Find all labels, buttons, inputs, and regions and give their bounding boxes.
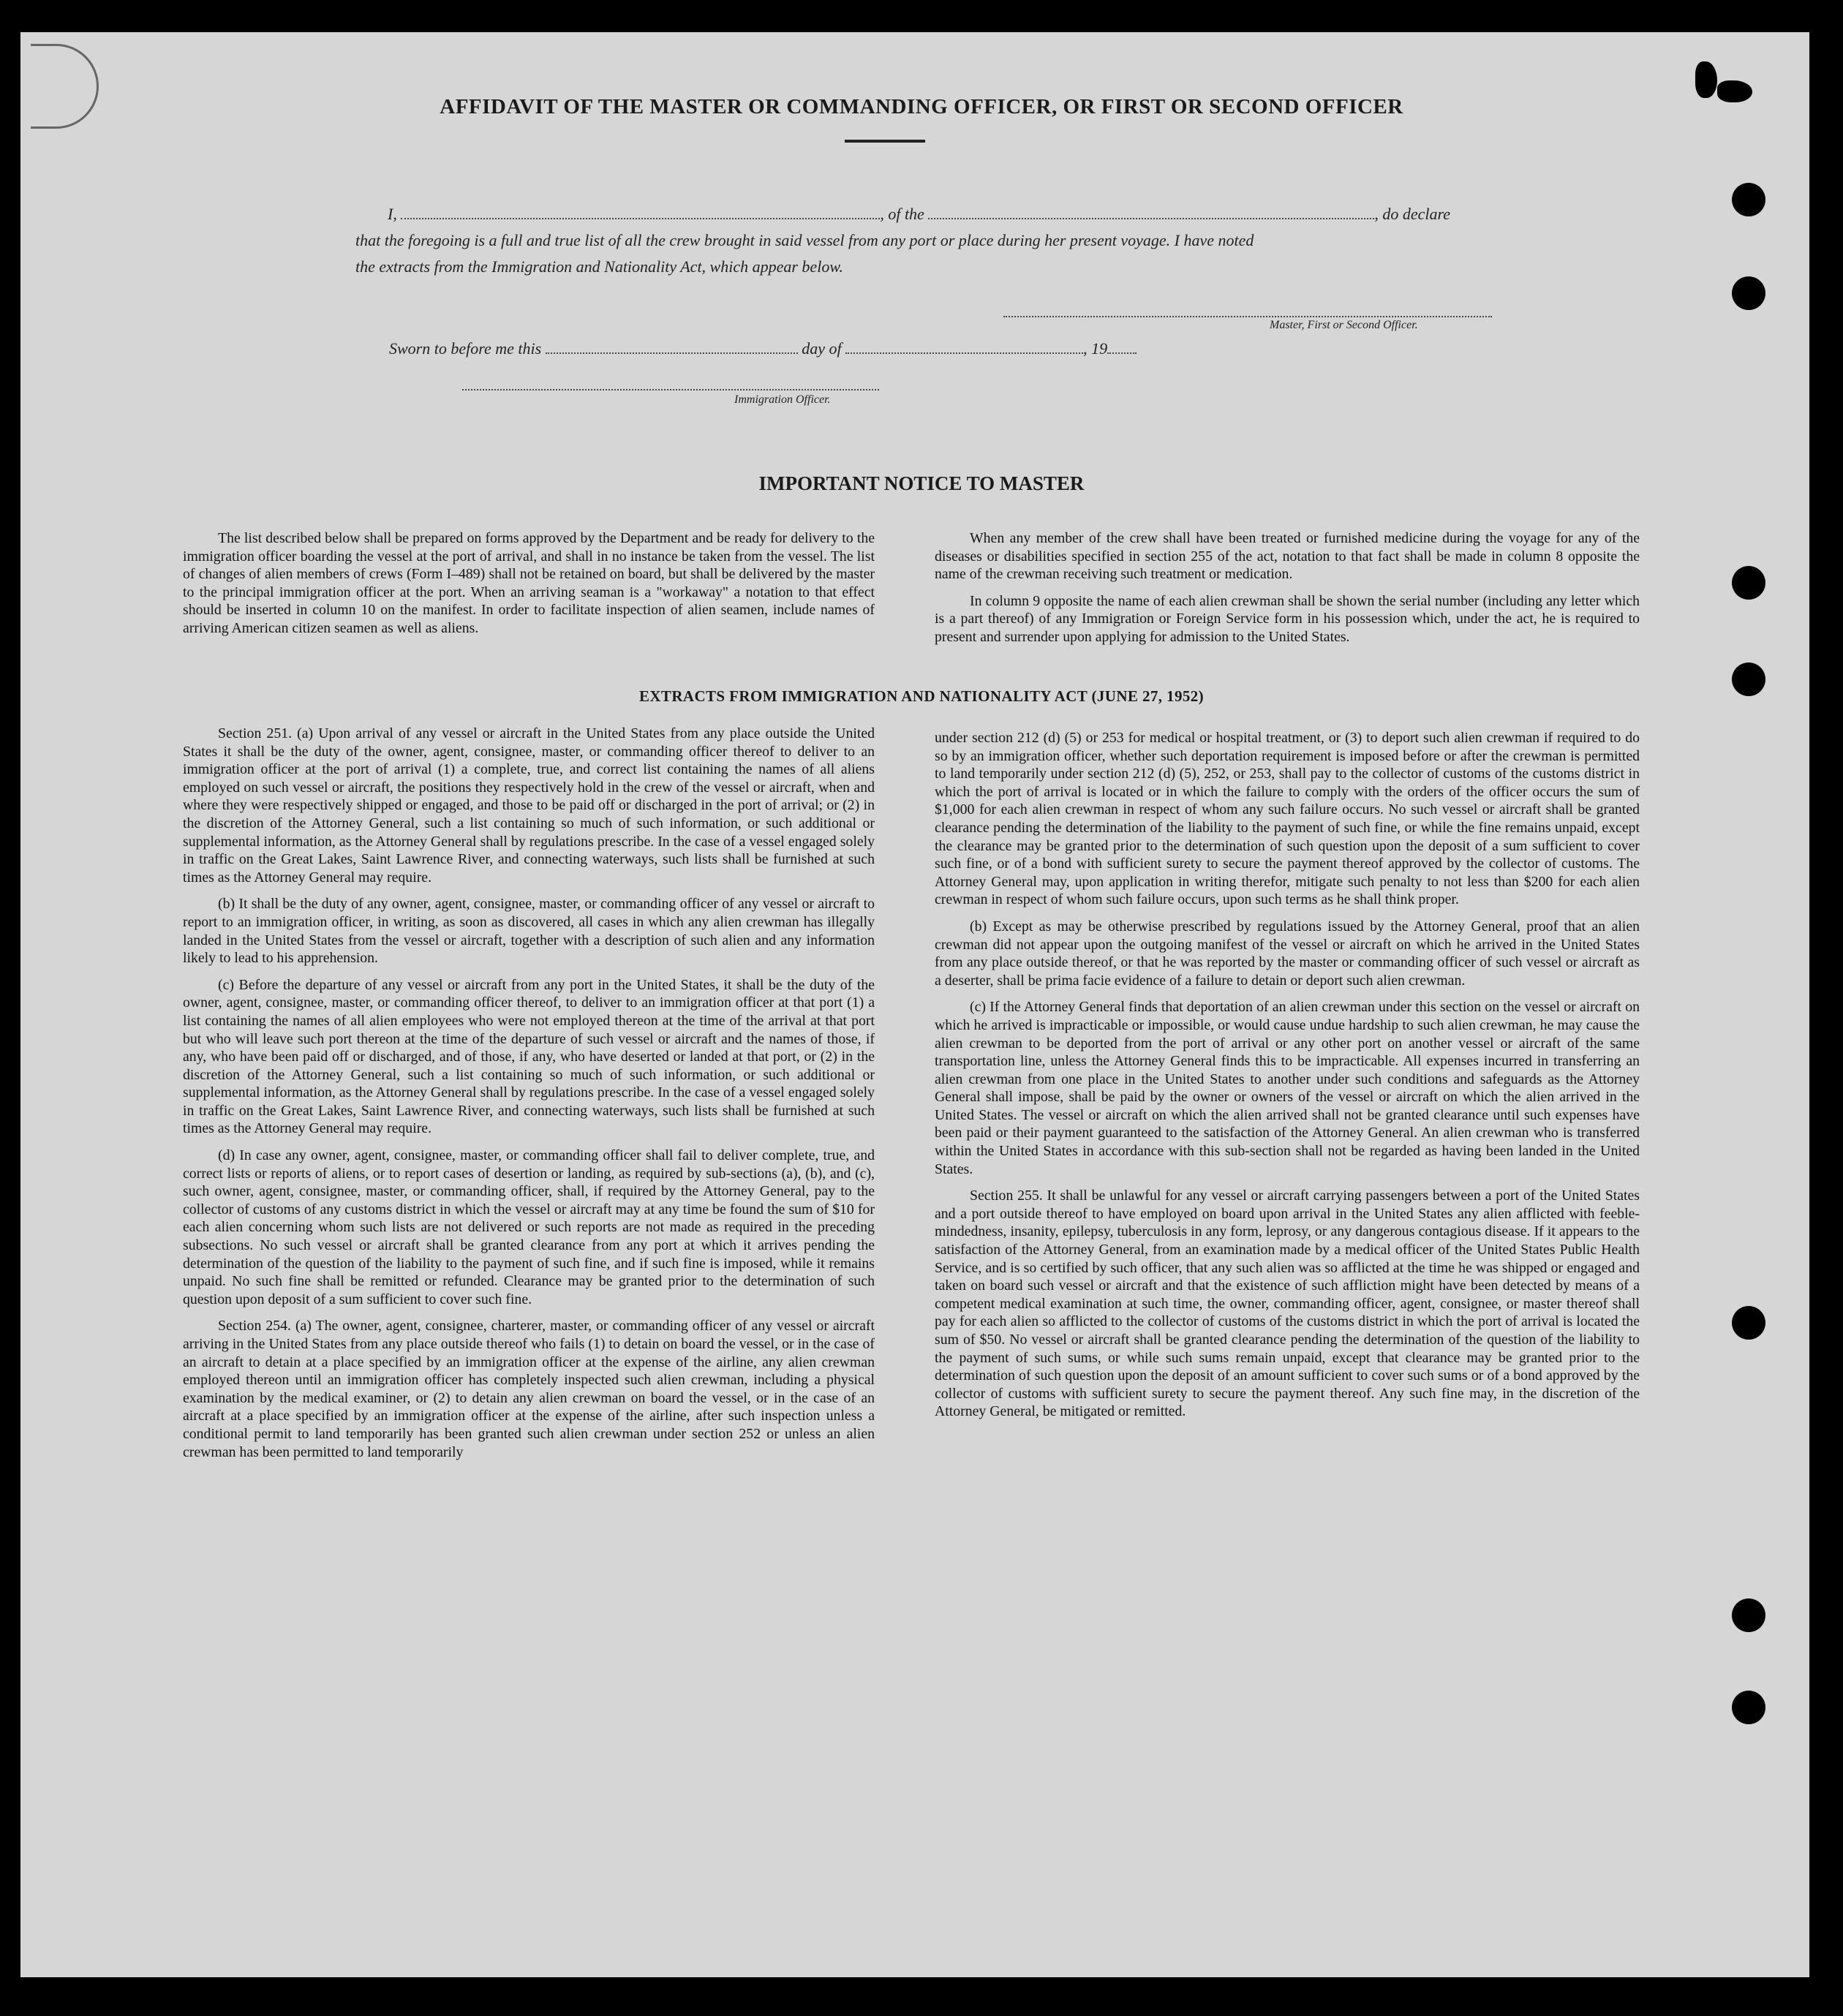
name-blank — [401, 206, 880, 219]
affidavit-of-the: , of the — [880, 205, 924, 223]
title-rule — [845, 140, 925, 143]
master-label: Master, First or Second Officer. — [1270, 319, 1418, 331]
extract-paragraph: (d) In case any owner, agent, consignee, master, or commanding officer shall fail to deliver complete, true, and correct lists or reports of aliens, or to report cases of desertion or landing, as required by sub-sections (a), (b), and (c), such owner, agent, consignee, master, or commanding officer, shall, if required by the Attorney General, pay to the collector of customs of any customs district in which the vessel or aircraft may at any time be found the sum of $10 for each alien concerning whom such lists are not delivered or such reports are not made as required in the preceding subsections. No such vessel or aircraft shall be granted clearance from any port at which it arrives pending the determination of the question of the liability to the payment of such fine, and if such fine is imposed, while it remains unpaid. No such fine shall be remitted or refunded. Clearance may be granted prior to the determination of such question upon deposit of a sum sufficient to cover such fine. — [183, 1147, 875, 1307]
sworn-text: Sworn to before me this — [389, 339, 542, 358]
notice-paragraph: In column 9 opposite the name of each alien crewman shall be shown the serial number (including any letter which is a part thereof) of any Immigration or Foreign Service form in his possession which, under the act, he is required to present and surrender upon applying for admission to the United States. — [935, 592, 1640, 645]
punch-hole — [1732, 1306, 1765, 1340]
punch-hole — [1732, 276, 1765, 310]
punch-hole — [1732, 1691, 1765, 1724]
officer-label: Immigration Officer. — [734, 393, 831, 406]
punch-hole — [1732, 1598, 1765, 1632]
extract-paragraph: (b) Except as may be otherwise prescribed by regulations issued by the Attorney General, proof that an alien crewman did not appear upon the outgoing manifest of the vessel or aircraft on which he arrived in the United States from any place outside thereof, or that he was reported by the master or commanding officer of such vessel or aircraft as a deserter, shall be prima facie evidence of a failure to detain or deport such alien crewman. — [935, 918, 1640, 989]
day-blank — [546, 341, 798, 354]
extracts-title: EXTRACTS FROM IMMIGRATION AND NATIONALITY ACT (JUNE 27, 1952) — [638, 687, 1205, 705]
extracts-left-column — [183, 725, 875, 1461]
affidavit-line-2: that the foregoing is a full and true list of all the crew brought in said vessel from any port or place during her present voyage. I have noted — [355, 231, 1254, 249]
notice-paragraph: When any member of the crew shall have been treated or furnished medicine during the voyage for any of the diseases or disabilities specified in section 255 of the act, notation to that fact shall be made in column 8 opposite the name of the crewman receiving such treatment or medication. — [935, 530, 1640, 583]
punch-hole — [1732, 183, 1765, 216]
punch-hole — [1732, 566, 1765, 600]
officer-signature-line — [462, 377, 879, 390]
month-blank — [845, 341, 1083, 354]
extract-paragraph: (c) Before the departure of any vessel or aircraft from any port in the United States, it shall be the duty of the owner, agent, consignee, master, or commanding officer thereof, to deliver to an immigration officer at that port (1) a list containing the names of all alien employees who were not employed thereon at the time of the arrival at that port but who will leave such port thereon at the time of the departure of such vessel or aircraft and the names of those, if any, who have been paid off or discharged, and of those, if any, who have deserted or landed at that port, or (2) in the discretion of the Attorney General, such a list containing so much of such information, or such additional or supplemental information, as the Attorney General shall by regulations prescribe. In the case of a vessel engaged solely in traffic on the Great Lakes, Saint Lawrence River, and connecting waterways, such lists shall be furnished at such times as the Attorney General may require. — [183, 976, 875, 1137]
extract-paragraph: (c) If the Attorney General finds that deportation of an alien crewman under this section on the vessel or aircraft on which he arrived is impracticable or impossible, or would cause undue hardship to such alien crewman, he may cause the alien crewman to be deported from the port of arrival or any other port on another vessel or aircraft of the same transportation line, unless the Attorney General finds this to be impracticable. All expenses incurred in transferring an alien crewman from one place in the United States to another under such conditions and safeguards as the Attorney General shall impose, shall be paid by the owner or owners of the vessel or aircraft on which the alien arrived in the United States. The vessel or aircraft on which the alien arrived shall not be granted clearance until such expenses have been paid or their payment guaranteed to the satisfaction of the Attorney General. An alien crewman who is transferred within the United States in accordance with this sub-section shall not be regarded as having been landed in the United States. — [935, 999, 1640, 1177]
day-of-text: day of — [802, 339, 842, 358]
notice-right-column — [935, 529, 1640, 646]
vessel-blank — [928, 206, 1374, 219]
extract-paragraph: Section 254. (a) The owner, agent, consignee, charterer, master, or commanding officer of any vessel or aircraft arriving in the United States from any place outside thereof who fails (1) to detain on board the vessel, or in the case of an aircraft to detain at a place specified by an immigration officer at the expense of the airline, any alien crewman employed thereon until an immigration officer has completely inspected such alien crewman, including a physical examination by the medical examiner, or (2) to detain any alien crewman on board the vessel, or in the case of an aircraft at a place specified by an immigration officer at the expense of the airline, after such inspection unless a conditional permit to land temporarily has been granted such alien crewman under section 252 or unless an alien crewman has been permitted to land temporarily — [183, 1318, 875, 1460]
affidavit-i: I, — [388, 205, 397, 223]
extract-paragraph: Section 251. (a) Upon arrival of any vessel or aircraft in the United States from any place outside the United States it shall be the duty of the owner, agent, consignee, master, or commanding officer thereof to deliver to an immigration officer at the port of arrival (1) a complete, true, and correct list containing the names of all aliens employed on such vessel or aircraft, the positions they respectively hold in the crew of the vessel or aircraft, when and where they were respectively shipped or engaged, and those to be paid off or discharged in the port of arrival; or (2) in the discretion of the Attorney General, such a list containing so much of such information, or such additional or supplemental information, as the Attorney General shall by regulations prescribe. In the case of a vessel engaged solely in traffic on the Great Lakes, Saint Lawrence River, and connecting waterways, such lists shall be furnished at such times as the Attorney General may require. — [183, 725, 875, 886]
notice-title: IMPORTANT NOTICE TO MASTER — [758, 472, 1085, 494]
master-signature-line — [1003, 304, 1492, 317]
year-blank — [1107, 341, 1137, 354]
extracts-right-column — [935, 729, 1640, 1421]
sworn-line — [389, 339, 1137, 358]
notice-paragraph: The list described below shall be prepared on forms approved by the Department and be ready for delivery to the immigration officer boarding the vessel at the port of arrival, and shall in no instance be taken from the vessel. The list of changes of alien members of crews (Form I–489) shall not be retained on board, but shall be delivered by the master to the principal immigration officer at the port. When an arriving seaman is a "workaway" a notation to that effect should be inserted in column 10 on the manifest. In order to facilitate inspection of alien seamen, include names of arriving American citizen seamen as well as aliens. — [183, 530, 875, 636]
affidavit-line-3: the extracts from the Immigration and Nationality Act, which appear below. — [355, 257, 843, 276]
affidavit-title: AFFIDAVIT OF THE MASTER OR COMMANDING OFFICER, OR FIRST OR SECOND OFFICER — [440, 95, 1403, 118]
affidavit-declare: , do declare — [1374, 205, 1450, 223]
notice-left-column — [183, 529, 875, 638]
extract-paragraph: under section 212 (d) (5) or 253 for medical or hospital treatment, or (3) to deport such alien crewman if required to do so by an immigration officer, whether such deportation requirement is imposed before or after the crewman is permitted to land temporarily under section 212 (d) (5), 252, or 253, shall pay to the collector of customs of the customs district in which the port of arrival is located or in which the failure to comply with the orders of the officer occurs the sum of $1,000 for each alien crewman in respect of whom any such failure occurs. No such vessel or aircraft shall be granted clearance pending the determination of the liability to the payment of such fine, or while the fine remains unpaid, except the clearance may be granted prior to the determination of such question upon the deposit of a sum sufficient to cover such fine, or of a bond with sufficient surety to secure the payment thereof approved by the collector of customs. The Attorney General may, upon application in writing therefor, mitigate such penalty to not less than $200 for each alien crewman in respect of whom such failure occurs, upon such terms as he shall think proper. — [935, 730, 1640, 908]
affidavit-line-1 — [388, 205, 1450, 224]
ink-blot — [1695, 61, 1717, 98]
extract-paragraph: Section 255. It shall be unlawful for any vessel or aircraft carrying passengers between a port of the United States and a port outside thereof to have employed on board upon arrival in the United States any alien afflicted with feeble-mindedness, insanity, epilepsy, tuberculosis in any form, leprosy, or any dangerous contagious disease. If it appears to the satisfaction of the Attorney General, from an examination made by a medical officer of the United States Public Health Service, and is so certified by such officer, that any such alien was so afflicted at the time he was shipped or engaged and taken on board such vessel or aircraft and that the existence of such affliction might have been detected by means of a competent medical examination at such time, the owner, commanding officer, agent, consignee, or master thereof shall pay for each alien so afflicted to the collector of customs of the customs district in which the port of arrival is located the sum of $50. No vessel or aircraft shall be granted clearance pending the determination of the question of the liability to the payment of such sums, or while such sums remain unpaid, except that clearance may be granted prior to the determination of such question upon the deposit of an amount sufficient to cover such sums or of a bond approved by the collector of customs with sufficient surety to secure the payment thereof. Any such fine may, in the discretion of the Attorney General, be mitigated or remitted. — [935, 1188, 1640, 1420]
year-text: , 19 — [1083, 339, 1108, 358]
extract-paragraph: (b) It shall be the duty of any owner, agent, consignee, master, or commanding officer of any vessel or aircraft to report to an immigration officer, in writing, as soon as discovered, all cases in which any alien crewman has illegally landed in the United States from the vessel or aircraft, together with a description of such alien and any information likely to lead to his apprehension. — [183, 896, 875, 967]
